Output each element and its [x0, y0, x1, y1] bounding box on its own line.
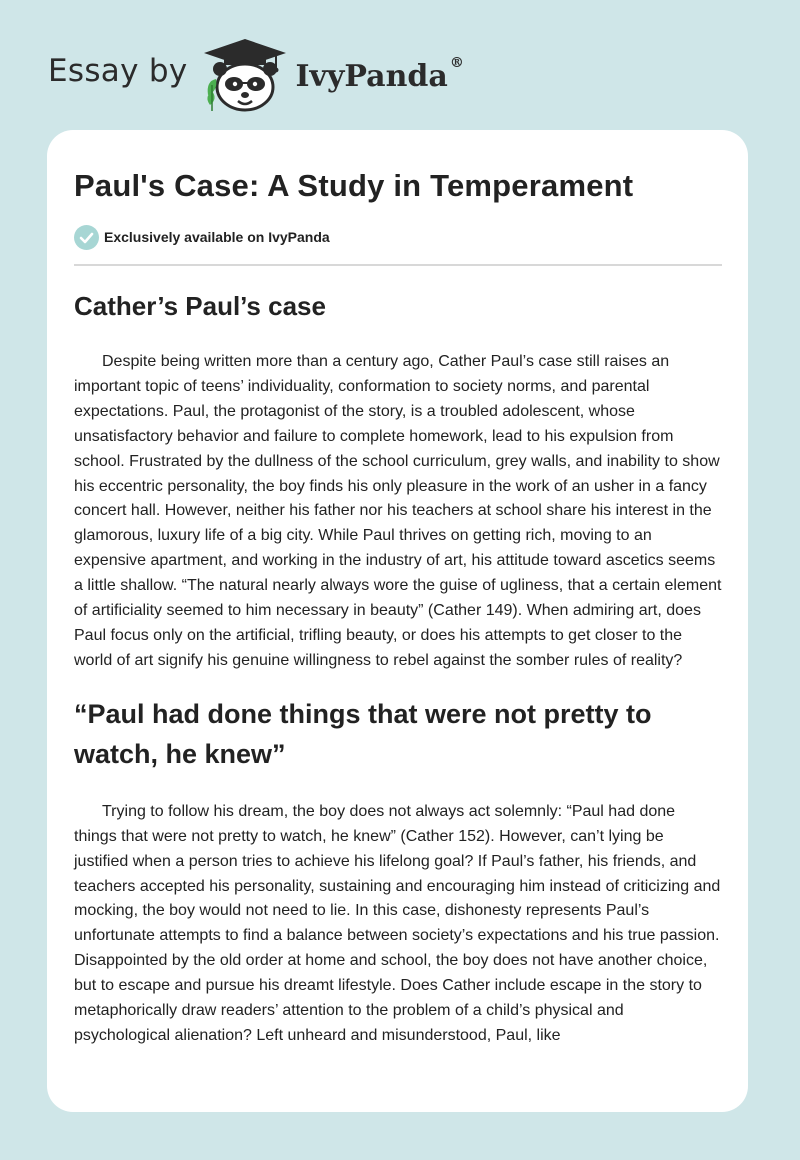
panda-logo-icon: [202, 35, 288, 113]
site-brand[interactable]: [48, 34, 464, 114]
registered-mark: ®: [449, 54, 464, 71]
brand-name: IvyPanda ®: [295, 54, 464, 94]
essay-card: [47, 130, 748, 1112]
section-heading: Cather’s Paul’s case: [74, 291, 326, 321]
divider: [74, 264, 722, 266]
section-heading: “Paul had done things that were not pretty to watch, he knew”: [74, 698, 652, 769]
section-paragraph: Despite being written more than a century ago, Cather Paul’s case still raises an important topic of teens’ individuality, conformation to society norms, and parental expectations. Paul, the protagonist of the story, is a troubled adolescent, whose unsatisfactory behavior and failure to complete homework, lead to his expulsion from school. Frustrated by the dullness of the school curriculum, grey walls, and inability to show his eccentric personality, the boy finds his only pleasure in the work of an usher in a fancy concert hall. However, neither his father nor his teachers at school share his interest in the glamorous, luxury life of a big city. While Paul thrives on getting rich, moving to an expensive apartment, and working in the industry of art, his attitude toward ascetics seems a little shallow. “The natural nearly always wore the guise of ugliness, that a certain element of artificiality seemed to him necessary in beauty” (Cather 149). When admiring art, does Paul focus only on the artificial, trifling beauty, or does his attempts to get closer to the world of art signify his genuine willingness to rebel against the somber rules of reality?: [74, 353, 722, 669]
exclusive-badge: [74, 224, 722, 250]
badge-text: Exclusively available on IvyPanda: [104, 229, 330, 245]
check-circle-icon: [74, 225, 99, 250]
brand-prefix: Essay by: [48, 53, 188, 89]
section-paragraph: Trying to follow his dream, the boy does not always act solemnly: “Paul had done things that were not pretty to watch, he knew” (Cather 152). However, can’t lying be justified when a person tries to achieve his lifelong goal? If Paul’s father, his friends, and teachers accepted his personality, sustaining and encouraging him instead of criticizing and mocking, the boy would not need to lie. In this case, dishonesty represents Paul’s unfortunate attempts to find a balance between society’s expectations and his true passion. Disappointed by the old order at home and school, the boy does not have another choice, but to escape and pursue his dreamt lifestyle. Does Cather include escape in the story to metaphorically draw readers’ attention to the problem of a child’s physical and psychological alienation? Left unheard and misunderstood, Paul, like: [74, 802, 721, 1044]
page-title: Paul's Case: A Study in Temperament: [74, 168, 634, 203]
